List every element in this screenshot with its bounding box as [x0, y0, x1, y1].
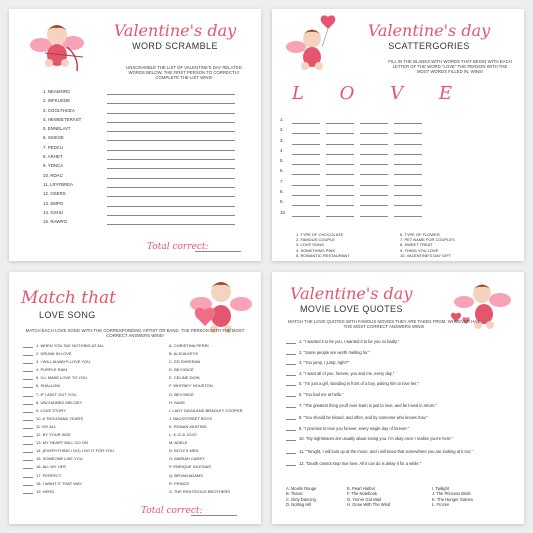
song-answer-blank[interactable] — [23, 468, 33, 469]
artist-name: C. ED SHEERAN — [169, 359, 201, 365]
scattergories-blank-l[interactable] — [292, 123, 320, 124]
song-title: 18. I WANT IT THAT WAY — [36, 480, 82, 486]
song-title: 17. PERFECT — [36, 472, 62, 478]
song-row — [23, 464, 163, 472]
scattergories-row — [280, 189, 516, 199]
scattergories-blank-v[interactable] — [360, 185, 388, 186]
scattergories-row — [280, 199, 516, 209]
scattergories-blank-e[interactable] — [394, 164, 422, 165]
scramble-row — [43, 126, 243, 135]
scattergories-row — [280, 117, 516, 127]
song-row — [23, 383, 163, 391]
movie-option: G. You've Got Mail — [347, 496, 381, 502]
artist-name: A. CHRISTINA PERRI — [169, 343, 209, 348]
scramble-answer-line[interactable] — [107, 159, 235, 160]
scramble-title: Valentine's day — [113, 21, 237, 40]
scattergories-blank-l[interactable] — [292, 195, 320, 196]
scramble-answer-line[interactable] — [107, 150, 235, 151]
song-answer-blank[interactable] — [23, 420, 33, 421]
song-row — [23, 448, 163, 456]
song-row — [23, 367, 163, 375]
scramble-row — [43, 163, 243, 172]
song-row — [23, 456, 163, 464]
artist-name: N. BOYZ II MEN — [169, 448, 199, 454]
scramble-row — [43, 210, 243, 219]
scramble-answer-line[interactable] — [107, 215, 235, 216]
song-title: 1. WHEN YOU SAY NOTHING AT ALL — [36, 343, 105, 348]
scramble-answer-line[interactable] — [107, 187, 235, 188]
song-answer-blank[interactable] — [23, 371, 33, 372]
match-title: Match that — [21, 288, 116, 308]
scramble-word: 12. OSERS — [43, 191, 66, 197]
quote-row — [286, 449, 512, 461]
song-row — [23, 473, 163, 481]
quote-text: 1. "I wanted it to be you, I wanted it to be you so badly." — [299, 339, 400, 344]
scattergories-row — [280, 168, 516, 178]
scramble-word: 6. SSIKSE — [43, 135, 64, 141]
artist-name: D. BEYONCÉ — [169, 367, 194, 373]
movies-column-3 — [432, 486, 473, 507]
song-title: 14. (EVERYTHING I DO) I DO IT FOR YOU — [36, 448, 114, 454]
letter-v: V — [390, 83, 404, 104]
song-title: 4. PURPLE RAIN — [36, 367, 68, 373]
song-answer-blank[interactable] — [23, 485, 33, 486]
quote-answer-blank[interactable] — [286, 453, 296, 454]
scramble-answer-line[interactable] — [107, 196, 235, 197]
quote-answer-blank[interactable] — [286, 440, 296, 441]
song-title: 8. UNCHAINED MELODY — [36, 399, 83, 405]
song-title: 7. IF I AIN'T GOT YOU — [36, 391, 77, 397]
scattergories-row — [280, 138, 516, 148]
movie-option: L. Frozen — [432, 501, 450, 507]
scattergories-blank-o[interactable] — [326, 133, 354, 134]
movie-option: A. Moulin Rouge — [286, 486, 317, 491]
scramble-answer-line[interactable] — [107, 178, 235, 179]
artist-name: L. K-CI & JOJO — [169, 432, 197, 438]
artist-name: G. BEYONCÉ — [169, 391, 194, 397]
match-songs-list — [23, 343, 163, 497]
song-title: 12. BY YOUR SIDE — [36, 432, 71, 438]
scattergories-blank-o[interactable] — [326, 185, 354, 186]
movie-option: E. Pearl Harbor — [347, 486, 376, 491]
scramble-word: 4. HEWEETERAST — [43, 116, 82, 122]
scramble-instructions: UNSCRAMBLE THE LIST OF VALENTINE'S DAY RELATED WORDS BELOW. THE FIRST PERSON TO CORRECTLY COMPLETE THE LIST WINS! — [126, 65, 242, 81]
scattergories-row-number: 7. — [280, 178, 284, 184]
letter-o: O — [339, 83, 355, 104]
category-item: 1. TYPE OF CHOCOLATE — [296, 232, 344, 237]
scattergories-blank-l[interactable] — [292, 174, 320, 175]
song-answer-blank[interactable] — [23, 412, 33, 413]
match-subtitle: LOVE SONG — [39, 310, 96, 320]
category-item: 6. TYPE OF FLOWER — [400, 232, 440, 237]
quote-answer-blank[interactable] — [286, 364, 296, 365]
quote-answer-blank[interactable] — [286, 385, 296, 386]
artist-name: R. PRINCE — [169, 480, 190, 486]
scramble-row — [43, 98, 243, 107]
scramble-word: 10. RDAC — [43, 172, 63, 178]
scattergories-blank-l[interactable] — [292, 144, 320, 145]
scattergories-row — [280, 127, 516, 137]
scattergories-row — [280, 148, 516, 158]
scattergories-blank-e[interactable] — [394, 174, 422, 175]
song-answer-blank[interactable] — [23, 387, 33, 388]
artist-name: F. WHITNEY HOUSTON — [169, 383, 213, 389]
scattergories-row — [280, 179, 516, 189]
artist-name: J. BACKSTREET BOYS — [169, 415, 213, 421]
scattergories-blank-e[interactable] — [394, 144, 422, 145]
movie-option: J. The Princess Bride — [432, 491, 471, 497]
scramble-answer-line[interactable] — [107, 224, 235, 225]
scattergories-instructions: FILL IN THE BLANKS WITH WORDS THAT BEGIN WITH EACH LETTER OF THE WORD "LOVE" THE PERSON WITH THE MOST WORDS FILLED IN, WINS! — [388, 59, 512, 75]
song-row — [23, 392, 163, 400]
movie-option: K. The Hunger Games — [432, 496, 473, 502]
scattergories-blank-e[interactable] — [394, 154, 422, 155]
scattergories-blank-e[interactable] — [394, 133, 422, 134]
quote-text: 5. "I'm just a girl, standing in front of a boy, asking him to love her." — [299, 381, 420, 387]
scattergories-row-number: 3. — [280, 137, 284, 143]
scramble-answer-line[interactable] — [107, 206, 235, 207]
scramble-word: 7. PEDCU — [43, 144, 64, 150]
quote-row — [286, 461, 512, 472]
scattergories-blank-o[interactable] — [326, 195, 354, 196]
scattergories-blank-o[interactable] — [326, 216, 354, 217]
scattergories-row — [280, 158, 516, 168]
scattergories-row-number: 1. — [280, 117, 284, 122]
movie-love-quotes-card — [272, 272, 524, 524]
song-answer-blank[interactable] — [23, 347, 33, 348]
quotes-subtitle: MOVIE LOVE QUOTES — [300, 304, 403, 314]
scramble-total-line[interactable] — [195, 251, 241, 252]
quote-row — [286, 339, 512, 350]
scattergories-blank-o[interactable] — [326, 154, 354, 155]
movies-column-1 — [286, 486, 316, 507]
song-title: 19. HERO — [36, 488, 55, 494]
quote-row — [286, 371, 512, 382]
scattergories-blank-v[interactable] — [360, 154, 388, 155]
scattergories-blank-v[interactable] — [360, 144, 388, 145]
scramble-row — [43, 201, 243, 210]
song-title: 5. I'LL MAKE LOVE TO YOU — [36, 375, 88, 381]
scattergories-row-number: 5. — [280, 158, 284, 164]
movie-option: I. Twilight — [432, 486, 449, 491]
quote-row — [286, 360, 512, 371]
scattergories-blank-o[interactable] — [326, 123, 354, 124]
artist-name: I. LADY GAGA AND BRADLEY COOPER — [169, 407, 243, 413]
quote-text: 12. "Death cannot stop true love. All it can do is delay it for a while." — [299, 460, 422, 466]
category-item: 2. FAMOUS COUPLE — [296, 237, 335, 243]
scramble-word: 11. LRYFBREA — [43, 181, 74, 187]
song-title: 10. A THOUSAND YEARS — [36, 415, 83, 421]
quote-row — [286, 403, 512, 415]
word-scramble-card — [9, 9, 261, 261]
artist-name: K. RONAN KEATING — [169, 423, 207, 429]
scramble-answer-line[interactable] — [107, 168, 235, 169]
song-row — [23, 440, 163, 448]
scattergories-blank-v[interactable] — [360, 195, 388, 196]
song-answer-blank[interactable] — [23, 379, 33, 380]
quote-row — [286, 436, 512, 448]
scramble-word-list — [43, 89, 243, 228]
artist-name: O. MARIAH CAREY — [169, 456, 205, 462]
quote-text: 11. "Tonight, I will look up at the moon, and I will know that somewhere you are looking at it too." — [299, 448, 473, 454]
match-total-line[interactable] — [191, 515, 237, 516]
scramble-row — [43, 182, 243, 191]
scramble-word: 8. ARHET — [43, 154, 63, 160]
song-answer-blank[interactable] — [23, 452, 33, 453]
song-answer-blank[interactable] — [23, 460, 33, 461]
scattergories-blank-o[interactable] — [326, 144, 354, 145]
category-item: 4. SOMETHING PINK — [296, 247, 336, 253]
scattergories-blank-e[interactable] — [394, 185, 422, 186]
scramble-row — [43, 219, 243, 228]
song-answer-blank[interactable] — [23, 396, 33, 397]
letter-e: E — [438, 83, 452, 104]
song-row — [23, 408, 163, 416]
quotes-instructions: MATCH THE LOVE QUOTES WITH FAMOUS MOVIES THEY ARE TAKEN FROM. WHOEVER HAS THE MOST CORRECT ANSWERS WINS! — [288, 319, 480, 330]
love-letters-row — [292, 83, 452, 104]
song-title: 15. SOMEONE LIKE YOU — [36, 456, 83, 462]
quote-row — [286, 381, 512, 392]
scramble-row — [43, 89, 243, 98]
artist-name: E. CÉLINE DION — [169, 375, 200, 381]
quotes-list — [286, 339, 512, 472]
scattergories-blank-v[interactable] — [360, 174, 388, 175]
scramble-row — [43, 173, 243, 182]
quote-row — [286, 415, 512, 426]
quote-answer-blank[interactable] — [286, 375, 296, 376]
scramble-row — [43, 154, 243, 163]
song-row — [23, 343, 163, 351]
quote-answer-blank[interactable] — [286, 343, 296, 344]
scramble-word: 14. GSHU — [43, 209, 64, 215]
scattergories-blank-v[interactable] — [360, 216, 388, 217]
scattergories-blank-l[interactable] — [292, 216, 320, 217]
quotes-title: Valentine's day — [290, 284, 413, 303]
quote-answer-blank[interactable] — [286, 354, 296, 355]
scramble-answer-line[interactable] — [107, 140, 235, 141]
scramble-word: 5. ENNELAVT — [43, 126, 71, 132]
song-row — [23, 432, 163, 440]
artist-name: S. THE RIGHTEOUS BROTHERS — [169, 488, 231, 494]
scattergories-blank-e[interactable] — [394, 195, 422, 196]
movie-option: F. The Notebook — [347, 491, 377, 497]
scramble-row — [43, 108, 243, 117]
scramble-total-label: Total correct: — [147, 242, 209, 252]
scramble-answer-line[interactable] — [107, 131, 235, 132]
category-item: 10. VALENTINE'S DAY GIFT — [400, 252, 452, 258]
song-row — [23, 416, 163, 424]
quote-text: 4. "I want all of you, forever, you and me, every day." — [299, 370, 395, 376]
cupid-with-heart-balloon-illustration — [284, 13, 344, 75]
scattergories-card — [272, 9, 524, 261]
song-answer-blank[interactable] — [23, 428, 33, 429]
artist-name: P. ENRIQUE IGLESIAS — [169, 464, 211, 470]
song-answer-blank[interactable] — [23, 363, 33, 364]
scramble-row — [43, 191, 243, 200]
category-item: 5. ROMANTIC RESTAURANT — [296, 252, 350, 258]
letter-l: L — [292, 83, 304, 104]
quote-text: 2. "Some people are worth melting for." — [299, 349, 370, 355]
scattergories-blank-v[interactable] — [360, 133, 388, 134]
quote-answer-blank[interactable] — [286, 407, 296, 408]
category-item: 7. PET NAME FOR COUPLES — [400, 237, 455, 243]
song-row — [23, 424, 163, 432]
scramble-word: 9. YDNCA — [43, 163, 64, 169]
quote-row — [286, 392, 512, 403]
quote-answer-blank[interactable] — [286, 419, 296, 420]
scramble-word: 2. WFKUSOE — [43, 98, 71, 104]
quote-row — [286, 426, 512, 437]
match-instructions: MATCH EACH LOVE SONG WITH THE CORRESPONDING ARTIST OR BAND. THE PERSON WITH THE MOST CORRECT ANSWERS WINS! — [25, 328, 245, 339]
scramble-answer-line[interactable] — [107, 94, 235, 95]
match-love-song-card — [9, 272, 261, 524]
quote-text: 7. "The greatest thing you'll ever learn is just to love, and be loved in return." — [299, 402, 437, 408]
scattergories-blank-v[interactable] — [360, 123, 388, 124]
song-title: 3. I WILL ALWAYS LOVE YOU — [36, 359, 91, 365]
movie-option: B. Titanic — [286, 491, 303, 497]
song-answer-blank[interactable] — [23, 404, 33, 405]
scattergories-subtitle: SCATTERGORIES — [388, 41, 470, 51]
category-item: 8. SWEET TREAT — [400, 242, 433, 248]
scattergories-blank-v[interactable] — [360, 164, 388, 165]
song-row — [23, 489, 163, 497]
song-answer-blank[interactable] — [23, 493, 33, 494]
song-row — [23, 481, 163, 489]
song-title: 9. LOVE STORY — [36, 407, 66, 413]
cupid-with-bow-illustration — [27, 17, 87, 77]
song-title: 6. SHALLOW — [36, 383, 61, 389]
scattergories-categories-left — [296, 232, 350, 258]
song-title: 2. DRUNK IN LOVE — [36, 351, 72, 357]
scattergories-blank-l[interactable] — [292, 164, 320, 165]
song-answer-blank[interactable] — [23, 477, 33, 478]
scattergories-grid — [280, 117, 516, 220]
song-title: 16. ALL MY LIFE — [36, 464, 67, 470]
movie-option: H. Gone With The Wind — [347, 501, 391, 507]
song-row — [23, 375, 163, 383]
song-row — [23, 359, 163, 367]
song-answer-blank[interactable] — [23, 355, 33, 356]
match-total-label: Total correct: — [141, 506, 203, 516]
artist-name: Q. BRYAN ADAMS — [169, 472, 203, 478]
scattergories-row-number: 4. — [280, 147, 284, 153]
artist-name: M. ADELE — [169, 440, 188, 446]
scattergories-blank-o[interactable] — [326, 174, 354, 175]
quote-text: 10. "My nightmares are usually about losing you. I'm okay once I realize you're here." — [299, 436, 453, 442]
movie-option: D. Notting Hill — [286, 501, 312, 507]
scramble-answer-line[interactable] — [107, 103, 235, 104]
artist-name: B. ALICIA KEYS — [169, 351, 198, 357]
scattergories-blank-v[interactable] — [360, 205, 388, 206]
song-answer-blank[interactable] — [23, 444, 33, 445]
scramble-answer-line[interactable] — [107, 122, 235, 123]
scattergories-blank-e[interactable] — [394, 216, 422, 217]
scattergories-blank-o[interactable] — [326, 164, 354, 165]
scramble-row — [43, 117, 243, 126]
scattergories-row — [280, 210, 516, 220]
scramble-row — [43, 145, 243, 154]
scattergories-title: Valentine's day — [367, 21, 491, 40]
quote-answer-blank[interactable] — [286, 430, 296, 431]
scramble-subtitle: WORD SCRAMBLE — [132, 41, 218, 51]
movie-option: C. Dirty Dancing — [286, 496, 316, 502]
scramble-word: 13. EMPO — [43, 200, 64, 206]
scattergories-blank-e[interactable] — [394, 123, 422, 124]
scattergories-blank-l[interactable] — [292, 154, 320, 155]
quote-answer-blank[interactable] — [286, 465, 296, 466]
quote-answer-blank[interactable] — [286, 396, 296, 397]
category-item: 3. LOVE SONG — [296, 242, 325, 248]
scramble-answer-line[interactable] — [107, 113, 235, 114]
scattergories-row-number: 8. — [280, 189, 284, 195]
movies-column-2 — [347, 486, 390, 507]
song-title: 11. MY ALL — [36, 423, 57, 429]
quote-text: 9. "I promise to love you forever, every single day of forever." — [299, 425, 410, 431]
scramble-word: 15. RAWRO — [43, 219, 67, 225]
category-item: 9. THING YOU LOVE — [400, 247, 439, 253]
scramble-word: 1. NEAMORC — [43, 89, 71, 94]
scattergories-blank-o[interactable] — [326, 205, 354, 206]
scattergories-blank-l[interactable] — [292, 185, 320, 186]
quote-row — [286, 350, 512, 361]
song-row — [23, 351, 163, 359]
scattergories-categories-right — [400, 232, 455, 258]
artist-name: H. SADE — [169, 399, 186, 405]
scattergories-row-number: 2. — [280, 127, 284, 133]
scattergories-blank-e[interactable] — [394, 205, 422, 206]
quote-text: 6. "You had me at hello." — [299, 391, 344, 397]
quote-text: 8. "You should be kissed, and often, and by someone who knows how." — [299, 414, 428, 420]
quote-text: 3. "You jump, I jump, right?" — [299, 360, 350, 366]
song-answer-blank[interactable] — [23, 436, 33, 437]
match-artists-list — [169, 343, 243, 497]
song-row — [23, 400, 163, 408]
scattergories-blank-l[interactable] — [292, 133, 320, 134]
song-title: 13. MY HEART WILL GO ON — [36, 440, 88, 446]
scramble-word: 3. COOLTHCEA — [43, 107, 75, 113]
scattergories-row-number: 10. — [280, 209, 287, 215]
scattergories-blank-l[interactable] — [292, 205, 320, 206]
scramble-row — [43, 135, 243, 144]
scattergories-row-number: 9. — [280, 199, 284, 205]
scattergories-row-number: 6. — [280, 168, 284, 174]
